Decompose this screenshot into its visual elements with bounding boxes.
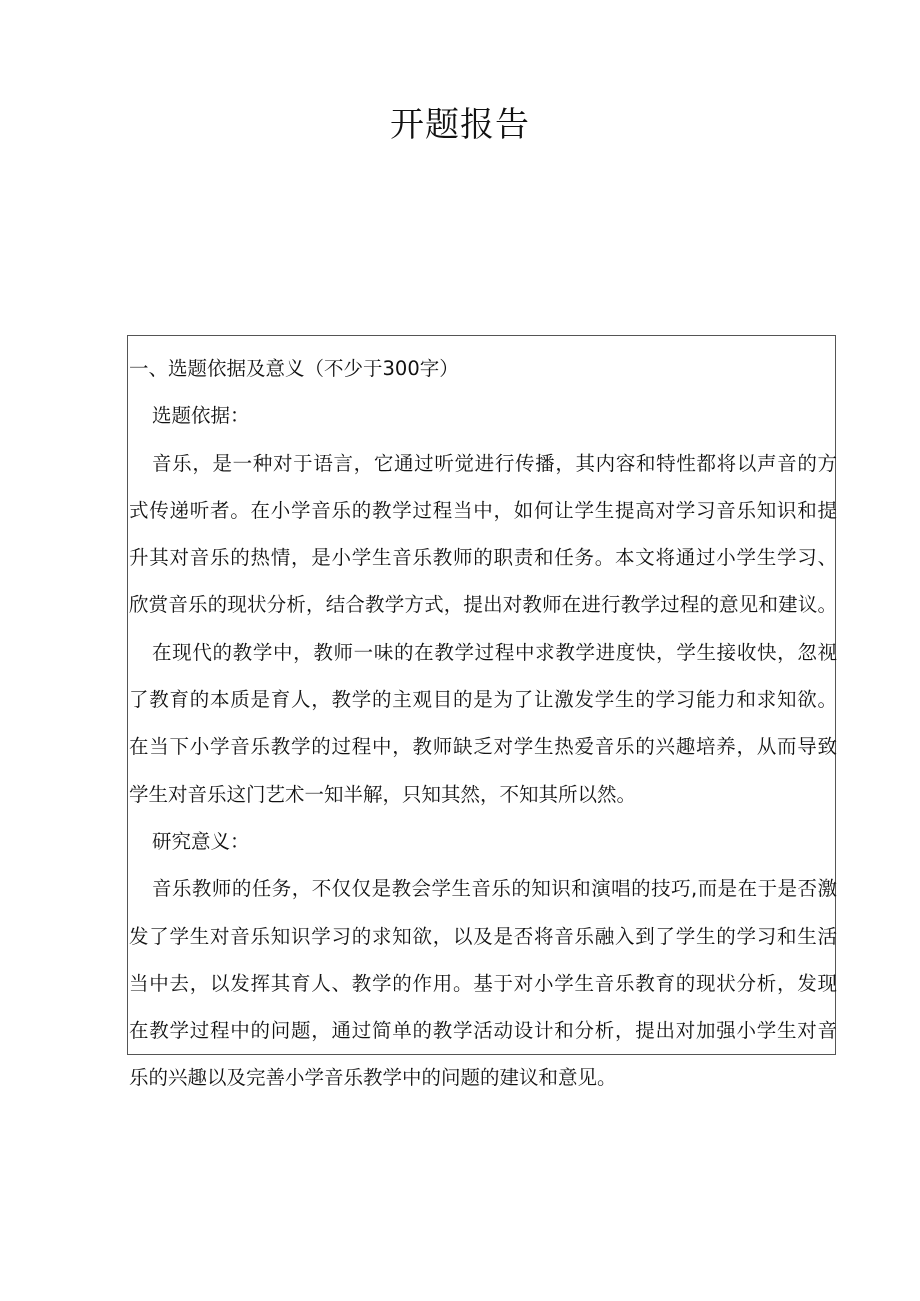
paragraph-line: 升其对音乐的热情，是小学生音乐教师的职责和任务。本文将通过小学生学习、	[129, 546, 837, 570]
paragraph-line: 在当下小学音乐教学的过程中，教师缺乏对学生热爱音乐的兴趣培养，从而导致	[129, 735, 837, 759]
significance-label: 研究意义：	[152, 829, 250, 853]
basis-label: 选题依据：	[152, 404, 250, 428]
paragraph-line: 了教育的本质是育人，教学的主观目的是为了让激发学生的学习能力和求知欲。	[129, 688, 837, 712]
paragraph-line: 当中去，以发挥其育人、教学的作用。基于对小学生音乐教育的现状分析，发现	[129, 971, 837, 995]
content-body	[129, 345, 837, 1102]
paragraph-line: 欣赏音乐的现状分析，结合教学方式，提出对教师在进行教学过程的意见和建议。	[129, 593, 837, 617]
document-title: 开题报告	[390, 105, 530, 145]
paragraph-line: 乐的兴趣以及完善小学音乐教学中的问题的建议和意见。	[129, 1066, 617, 1090]
paragraph-line: 在现代的教学中，教师一味的在教学过程中求教学进度快，学生接收快，忽视	[152, 640, 837, 664]
paragraph-line: 式传递听者。在小学音乐的教学过程当中，如何让学生提高对学习音乐知识和提	[129, 498, 837, 522]
paragraph-line: 学生对音乐这门艺术一知半解，只知其然，不知其所以然。	[129, 782, 637, 806]
paragraph-line: 音乐，是一种对于语言，它通过听觉进行传播，其内容和特性都将以声音的方	[152, 451, 837, 475]
paragraph-line: 发了学生对音乐知识学习的求知欲，以及是否将音乐融入到了学生的学习和生活	[129, 924, 837, 948]
section-heading: 一、选题依据及意义（不少于300字）	[129, 357, 459, 380]
paragraph-line: 在教学过程中的问题，通过简单的教学活动设计和分析，提出对加强小学生对音	[129, 1019, 837, 1043]
paragraph-line: 音乐教师的任务，不仅仅是教会学生音乐的知识和演唱的技巧,而是在于是否激	[152, 877, 837, 901]
